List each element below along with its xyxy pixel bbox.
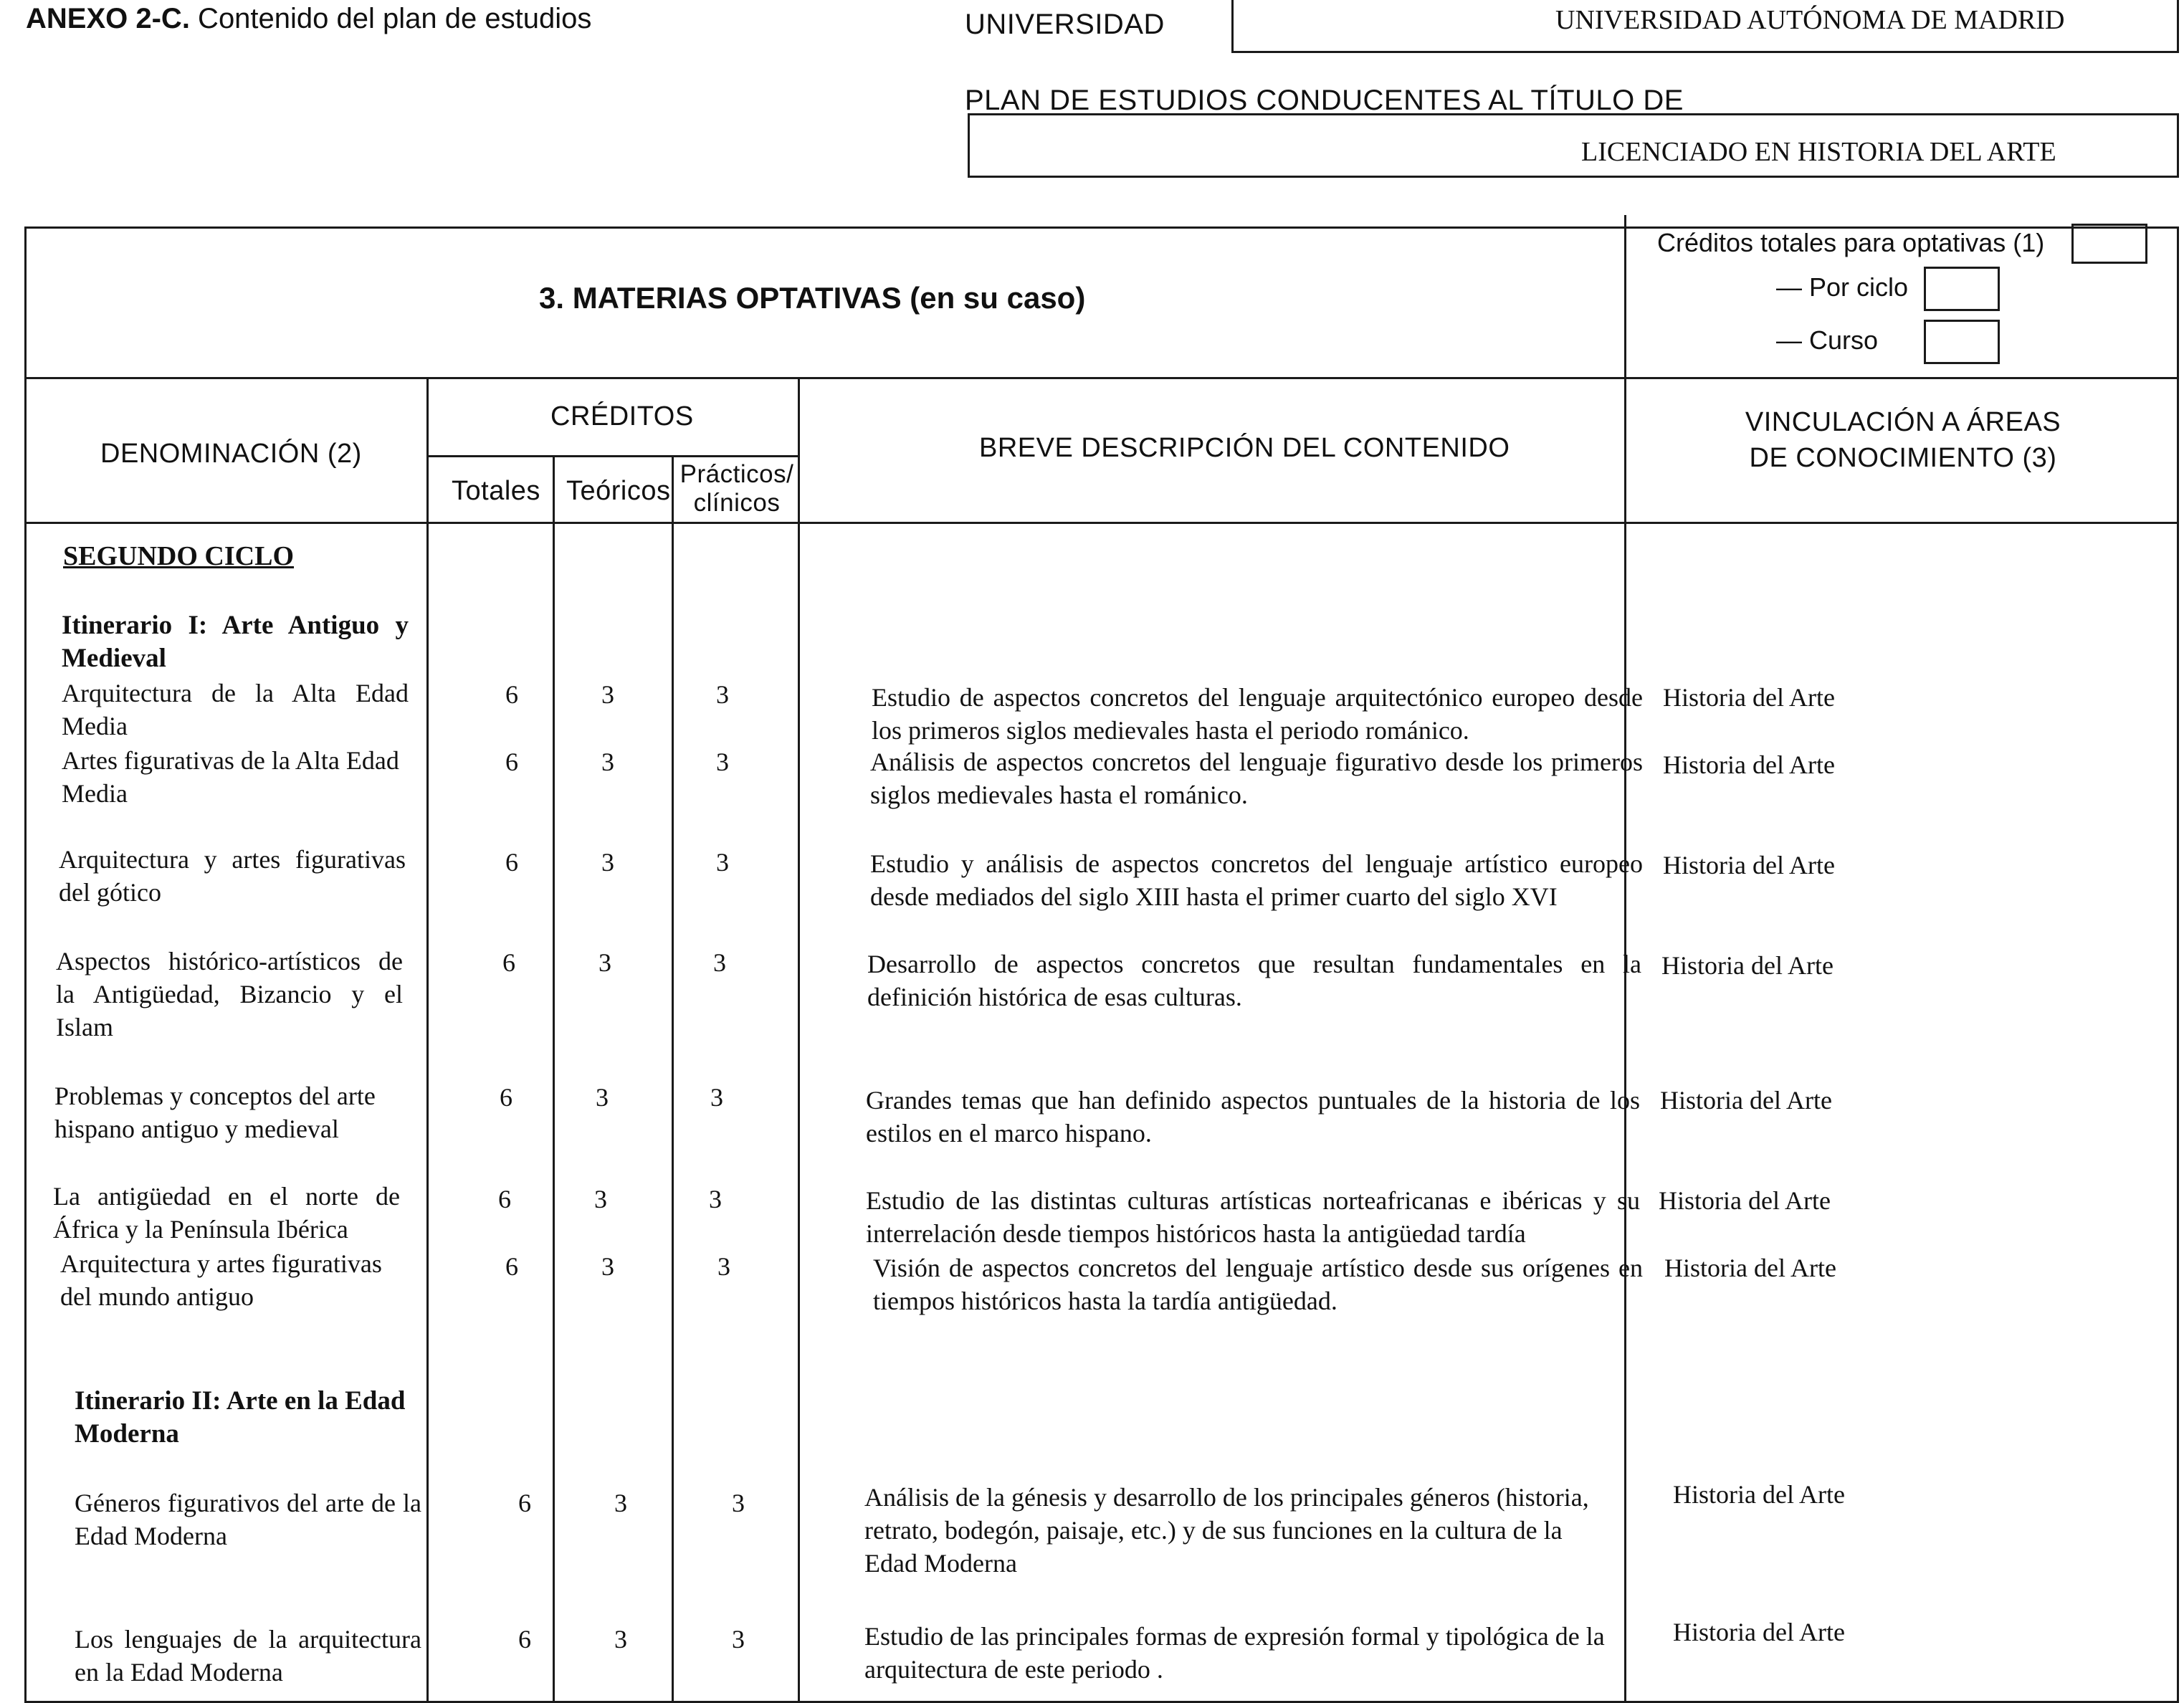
course-label: — Curso [1776, 325, 1879, 355]
itinerary-1-heading: Itinerario I: Arte Antiguo y Medieval [62, 611, 409, 673]
degree-value: LICENCIADO EN HISTORIA DEL ARTE [1581, 137, 2056, 167]
university-label: UNIVERSIDAD [965, 9, 1165, 40]
credits-teoricos: 3 [601, 1252, 614, 1281]
cycle-heading: SEGUNDO CICLO [63, 541, 294, 571]
credits-practicos: 3 [716, 848, 729, 877]
knowledge-area: Historia del Arte [1661, 951, 1833, 980]
credits-practicos: 3 [716, 680, 729, 709]
credits-teoricos: 3 [594, 1185, 607, 1213]
content-description: Análisis de la génesis y desarrollo de los principales géneros (historia, retrato, bodegón, paisaje, etc.) y de sus funciones en la cultura de la Edad Moderna [864, 1483, 1589, 1578]
credits-totales: 6 [505, 848, 518, 877]
credits-teoricos: 3 [601, 848, 614, 877]
subject-name: Problemas y conceptos del arte hispano antiguo y medieval [54, 1082, 376, 1143]
credits-subheader-divider [426, 455, 799, 457]
content-description: Estudio de las distintas culturas artísticas norteafricanas e ibéricas y su interrelación desde tiempos históricos hasta la antigüedad tardía [866, 1186, 1640, 1248]
per-cycle-label: — Por ciclo [1776, 272, 1909, 302]
col-divider-name [426, 377, 429, 1703]
credits-teoricos: 3 [614, 1489, 627, 1517]
per-cycle-box [1924, 267, 2000, 311]
credits-totales: 6 [498, 1185, 511, 1213]
header-vinculacion [1627, 404, 2179, 476]
credits-teoricos: 3 [599, 948, 611, 977]
credits-teoricos: 3 [601, 748, 614, 776]
knowledge-area: Historia del Arte [1663, 683, 1835, 712]
credits-totales: 6 [518, 1625, 531, 1654]
header-vinculacion-line1: VINCULACIÓN A ÁREAS [1745, 407, 2061, 437]
header-row-divider [24, 522, 2179, 524]
annex-label: ANEXO 2-C. [26, 3, 190, 34]
annex-title [26, 3, 591, 35]
header-descripcion: BREVE DESCRIPCIÓN DEL CONTENIDO [979, 433, 1510, 463]
knowledge-area: Historia del Arte [1673, 1480, 1845, 1509]
annex-subtitle: Contenido del plan de estudios [189, 3, 592, 34]
knowledge-area: Historia del Arte [1660, 1086, 1832, 1115]
section-title: 3. MATERIAS OPTATIVAS (en su caso) [539, 281, 1086, 315]
header-practicos [678, 460, 796, 517]
credits-teoricos: 3 [601, 680, 614, 709]
subject-name: Arquitectura de la Alta Edad Media [62, 679, 409, 740]
credits-totales: 6 [505, 1252, 518, 1281]
content-description: Estudio de aspectos concretos del lenguaje arquitectónico europeo desde los primeros siglos medievales hasta el periodo románico. [872, 683, 1643, 745]
credits-practicos: 3 [716, 748, 729, 776]
col-divider-totales [553, 455, 555, 1703]
credits-practicos: 3 [709, 1185, 722, 1213]
knowledge-area: Historia del Arte [1673, 1618, 1845, 1646]
knowledge-area: Historia del Arte [1659, 1186, 1831, 1215]
credits-teoricos: 3 [614, 1625, 627, 1654]
header-practicos-line1: Prácticos/ [679, 460, 794, 488]
plan-label: PLAN DE ESTUDIOS CONDUCENTES AL TÍTULO DE [965, 85, 1684, 116]
credits-practicos: 3 [732, 1625, 745, 1654]
col-divider-practicos [798, 377, 800, 1703]
title-row-divider [24, 377, 2179, 379]
content-description: Estudio y análisis de aspectos concretos del lenguaje artístico europeo desde mediados del siglo XIII hasta el primer cuarto del siglo XVI [870, 849, 1643, 911]
content-description: Visión de aspectos concretos del lenguaje artístico desde sus orígenes en tiempos históricos hasta la tardía antigüedad. [873, 1254, 1643, 1315]
course-box [1924, 320, 2000, 364]
header-vinculacion-line2: DE CONOCIMIENTO (3) [1749, 443, 2057, 473]
credits-totales: 6 [505, 680, 518, 709]
credits-totales: 6 [518, 1489, 531, 1517]
header-denominacion: DENOMINACIÓN (2) [100, 439, 362, 469]
content-description: Estudio de las principales formas de expresión formal y tipológica de la arquitectura de este periodo . [864, 1622, 1605, 1684]
subject-name: Arquitectura y artes figurativas del mundo antiguo [60, 1249, 382, 1311]
subject-name: Artes figurativas de la Alta Edad Media [62, 746, 399, 808]
content-description: Análisis de aspectos concretos del lenguaje figurativo desde los primeros siglos medievales hasta el románico. [870, 748, 1643, 809]
university-value: UNIVERSIDAD AUTÓNOMA DE MADRID [1555, 5, 2065, 35]
subject-name: Arquitectura y artes figurativas del gótico [59, 845, 406, 907]
subject-name: Géneros figurativos del arte de la Edad Moderna [75, 1489, 421, 1550]
credits-practicos: 3 [710, 1083, 723, 1112]
credits-practicos: 3 [713, 948, 726, 977]
knowledge-area: Historia del Arte [1664, 1254, 1836, 1282]
knowledge-area: Historia del Arte [1663, 851, 1835, 879]
content-description: Desarrollo de aspectos concretos que resultan fundamentales en la definición histórica de esas culturas. [867, 950, 1641, 1011]
credits-practicos: 3 [732, 1489, 745, 1517]
header-teoricos: Teóricos [566, 476, 671, 506]
subject-name: Aspectos histórico-artísticos de la Antigüedad, Bizancio y el Islam [56, 947, 403, 1041]
subject-name: La antigüedad en el norte de África y la Península Ibérica [53, 1182, 400, 1244]
subject-name: Los lenguajes de la arquitectura en la Edad Moderna [75, 1625, 421, 1687]
header-creditos: CRÉDITOS [550, 401, 694, 431]
credits-totales: 6 [505, 748, 518, 776]
credits-totales: 6 [502, 948, 515, 977]
total-credits-box [2071, 224, 2147, 264]
itinerary-2-heading: Itinerario II: Arte en la Edad Moderna [75, 1386, 406, 1449]
credits-teoricos: 3 [596, 1083, 609, 1112]
credits-practicos: 3 [717, 1252, 730, 1281]
credits-totales: 6 [500, 1083, 512, 1112]
header-totales: Totales [452, 476, 540, 506]
knowledge-area: Historia del Arte [1663, 750, 1835, 779]
content-description: Grandes temas que han definido aspectos puntuales de la historia de los estilos en el marco hispano. [866, 1086, 1640, 1148]
header-practicos-line2: clínicos [693, 489, 781, 517]
total-credits-label: Créditos totales para optativas (1) [1657, 228, 2045, 257]
col-divider-teoricos [672, 455, 674, 1703]
